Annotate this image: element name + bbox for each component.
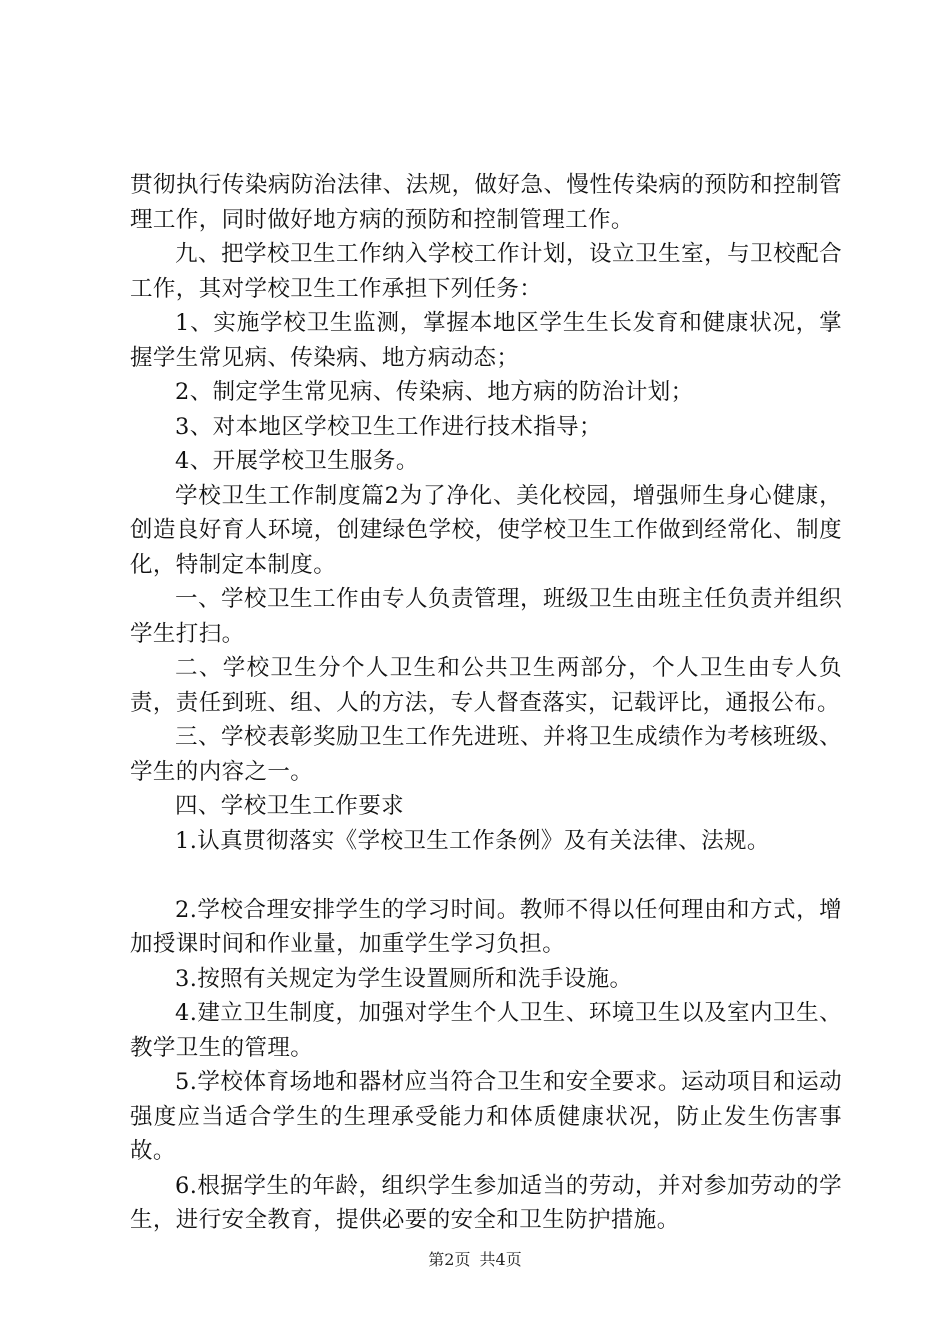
- blank-line: [130, 858, 842, 893]
- paragraph-rule-4-heading: 四、学校卫生工作要求: [175, 793, 405, 819]
- paragraph-requirement-6: 6.根据学生的年龄，组织学生参加适当的劳动，并对参加劳动的学生，进行安全教育，提供必要的安全和卫生防护措施。: [130, 1172, 842, 1233]
- page-total: 共4页: [479, 1250, 522, 1269]
- paragraph-requirement-4: 4.建立卫生制度，加强对学生个人卫生、环境卫生以及室内卫生、教学卫生的管理。: [130, 1000, 842, 1061]
- paragraph-task-3: 3、对本地区学校卫生工作进行技术指导；: [175, 413, 602, 440]
- paragraph-continuation: 贯彻执行传染病防治法律、法规，做好急、慢性传染病的预防和控制管理工作，同时做好地方病的预防和控制管理工作。: [130, 172, 842, 233]
- paragraph-rule-3: 三、学校表彰奖励卫生工作先进班、并将卫生成绩作为考核班级、学生的内容之一。: [130, 724, 842, 785]
- page-footer: [0, 1247, 950, 1270]
- paragraph-rule-1: 一、学校卫生工作由专人负责管理，班级卫生由班主任负责并组织学生打扫。: [130, 586, 842, 647]
- paragraph-task-2: 2、制定学生常见病、传染病、地方病的防治计划；: [175, 379, 694, 405]
- paragraph-task-4: 4、开展学校卫生服务。: [175, 448, 419, 474]
- paragraph-chapter-2-intro: 学校卫生工作制度篇2为了净化、美化校园，增强师生身心健康，创造良好育人环境，创建绿色学校，使学校卫生工作做到经常化、制度化，特制定本制度。: [130, 482, 842, 578]
- paragraph-requirement-1: 1.认真贯彻落实《学校卫生工作条例》及有关法律、法规。: [175, 827, 770, 854]
- paragraph-item-nine: 九、把学校卫生工作纳入学校工作计划，设立卫生室，与卫校配合工作，其对学校卫生工作承担下列任务：: [130, 241, 842, 302]
- page-number: 第2页: [428, 1250, 471, 1269]
- paragraph-requirement-2: 2.学校合理安排学生的学习时间。教师不得以任何理由和方式，增加授课时间和作业量，加重学生学习负担。: [130, 896, 842, 957]
- paragraph-requirement-3: 3.按照有关规定为学生设置厕所和洗手设施。: [175, 965, 633, 992]
- paragraph-task-1: 1、实施学校卫生监测，掌握本地区学生生长发育和健康状况，掌握学生常见病、传染病、地方病动态；: [130, 310, 842, 371]
- paragraph-rule-2: 二、学校卫生分个人卫生和公共卫生两部分，个人卫生由专人负责，责任到班、组、人的方法，专人督查落实，记载评比，通报公布。: [130, 655, 842, 716]
- paragraph-requirement-5: 5.学校体育场地和器材应当符合卫生和安全要求。运动项目和运动强度应当适合学生的生理承受能力和体质健康状况，防止发生伤害事故。: [130, 1069, 842, 1164]
- document-body: [130, 168, 842, 1238]
